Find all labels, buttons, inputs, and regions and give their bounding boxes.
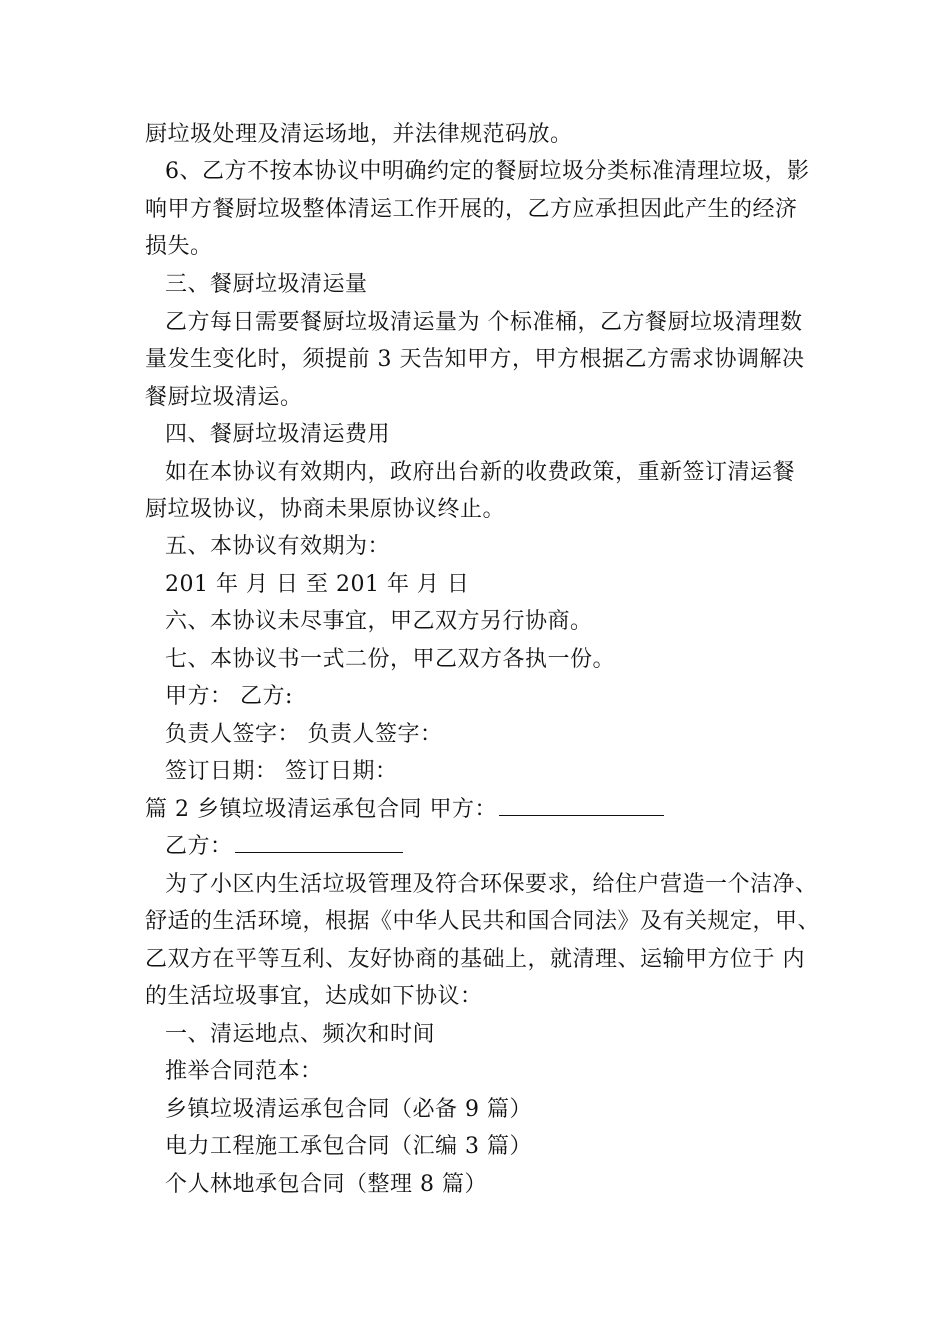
text-line: 量发生变化时，须提前 3 天告知甲方，甲方根据乙方需求协调解决 [145, 347, 805, 372]
party-labels: 甲方： 乙方: [165, 684, 293, 709]
party-b-blank [235, 832, 403, 853]
text-line: 的生活垃圾事宜，达成如下协议： [145, 984, 483, 1009]
date-labels: 签订日期： 签订日期： [165, 759, 398, 784]
recommend-heading: 推举合同范本： [165, 1059, 323, 1084]
text-line: 如在本协议有效期内，政府出台新的收费政策，重新签订清运餐 [165, 460, 796, 485]
text-line: 舒适的生活环境，根据《中华人民共和国合同法》及有关规定，甲、 [145, 909, 821, 934]
text-line: 损失。 [145, 234, 213, 259]
party-b-line [165, 832, 403, 862]
recommend-link[interactable]: 个人林地承包合同（整理 8 篇） [165, 1172, 487, 1197]
signature-labels: 负责人签字： 负责人签字： [165, 722, 443, 747]
text-line: 乙双方在平等互利、友好协商的基础上，就清理、运输甲方位于 内 [145, 947, 805, 972]
section-heading: 三、餐厨垃圾清运量 [165, 272, 368, 297]
contract-title-line [145, 795, 664, 825]
party-a-blank [499, 795, 664, 816]
contract-title: 篇 2 乡镇垃圾清运承包合同 甲方： [145, 797, 497, 822]
text-line: 厨垃圾处理及清运场地，并法律规范码放。 [145, 122, 573, 147]
section-heading: 五、本协议有效期为： [165, 534, 391, 559]
validity-period: 201 年 月 日 至 201 年 月 日 [165, 572, 470, 597]
section-heading: 六、本协议未尽事宜，甲乙双方另行协商。 [165, 609, 593, 634]
text-line: 6、乙方不按本协议中明确约定的餐厨垃圾分类标准清理垃圾，影 [165, 159, 810, 184]
text-line: 餐厨垃圾清运。 [145, 385, 303, 410]
text-line: 乙方每日需要餐厨垃圾清运量为 个标准桶，乙方餐厨垃圾清理数 [165, 310, 803, 335]
text-line: 厨垃圾协议，协商未果原协议终止。 [145, 497, 506, 522]
text-line: 为了小区内生活垃圾管理及符合环保要求，给住户营造一个洁净、 [165, 872, 818, 897]
party-b-label: 乙方： [165, 834, 233, 859]
section-heading: 一、清运地点、频次和时间 [165, 1022, 436, 1047]
recommend-link[interactable]: 电力工程施工承包合同（汇编 3 篇） [165, 1134, 532, 1159]
text-line: 响甲方餐厨垃圾整体清运工作开展的，乙方应承担因此产生的经济 [145, 197, 798, 222]
section-heading: 七、本协议书一式二份，甲乙双方各执一份。 [165, 647, 616, 672]
recommend-link[interactable]: 乡镇垃圾清运承包合同（必备 9 篇） [165, 1097, 532, 1122]
section-heading: 四、餐厨垃圾清运费用 [165, 422, 391, 447]
